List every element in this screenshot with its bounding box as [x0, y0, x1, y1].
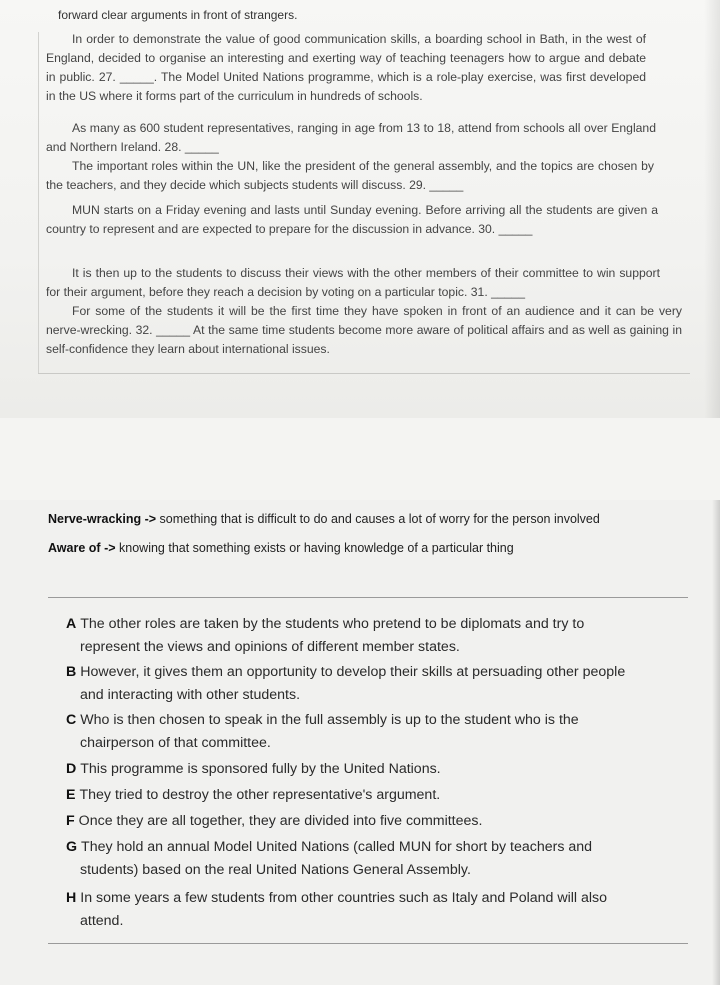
vocab-definition: something that is difficult to do and causes a lot of worry for the person involved — [159, 512, 600, 526]
option-letter: G — [66, 839, 78, 855]
option-text-continued: attend. — [80, 913, 124, 929]
paragraph-text: For some of the students it will be the first time they have spoken in front of an audience and it can be very nerve-wrecking. 32. _____ At the same time students become more aware of political affairs and as well as gaining in self-confidence they learn about international issues. — [46, 304, 682, 356]
divider-line — [38, 373, 690, 374]
option-text: The other roles are taken by the students who pretend to be diplomats and try to — [80, 616, 585, 632]
vocab-term: Aware of — [48, 541, 101, 555]
option-letter: D — [66, 761, 77, 777]
option-text: In some years a few students from other countries such as Italy and Poland will also — [80, 890, 608, 906]
vocab-definition: knowing that something exists or having knowledge of a particular thing — [119, 541, 514, 555]
option-text: They tried to destroy the other representative's argument. — [79, 787, 441, 803]
vocab-arrow: -> — [144, 512, 157, 526]
vocab-entry-nerve-wracking — [48, 512, 600, 526]
option-a — [66, 613, 656, 659]
option-text-continued: represent the views and opinions of different member states. — [80, 639, 460, 655]
paragraph-6 — [46, 302, 682, 359]
option-d — [66, 758, 656, 781]
paragraph-1 — [46, 30, 646, 106]
option-letter: C — [66, 712, 77, 728]
option-g — [66, 836, 656, 882]
option-letter: E — [66, 787, 76, 803]
paragraph-text: In order to demonstrate the value of good communication skills, a boarding school in Bath, in the west of England, decided to organise an interesting and exerting way of teaching teenagers how to argue and debate in public. 27. _____. The Model United Nations programme, which is a role-play exercise, was first developed in the US where it forms part of the curriculum in hundreds of schools. — [46, 32, 646, 103]
photo-gap — [0, 418, 720, 500]
paragraph-text: The important roles within the UN, like the president of the general assembly, and the topics are chosen by the teachers, and they decide which subjects students will discuss. 29. _____ — [46, 159, 654, 192]
paragraph-3 — [46, 157, 654, 195]
intro-line: forward clear arguments in front of strangers. — [58, 8, 298, 22]
vocab-entry-aware-of — [48, 541, 514, 555]
vocab-term: Nerve-wracking — [48, 512, 142, 526]
option-text: This programme is sponsored fully by the United Nations. — [80, 761, 441, 777]
option-text-continued: students) based on the real United Nations General Assembly. — [80, 862, 471, 878]
box-left-border — [38, 32, 39, 374]
paragraph-5 — [46, 264, 660, 302]
option-letter: F — [66, 813, 75, 829]
option-letter: A — [66, 616, 77, 632]
option-b — [66, 661, 656, 707]
option-letter: H — [66, 890, 77, 906]
paragraph-text: MUN starts on a Friday evening and lasts until Sunday evening. Before arriving all the students are given a country to represent and are expected to prepare for the discussion in advance. 30. _____ — [46, 203, 658, 236]
option-text: However, it gives them an opportunity to develop their skills at persuading other people — [80, 664, 626, 680]
option-c — [66, 709, 656, 755]
paragraph-4 — [46, 201, 658, 239]
option-text-continued: chairperson of that committee. — [80, 735, 271, 751]
option-letter: B — [66, 664, 77, 680]
option-text-continued: and interacting with other students. — [80, 687, 301, 703]
option-e — [66, 784, 656, 807]
option-text: Once they are all together, they are divided into five committees. — [78, 813, 483, 829]
option-f — [66, 810, 656, 833]
option-text: They hold an annual Model United Nations (called MUN for short by teachers and — [81, 839, 593, 855]
paragraph-2 — [46, 119, 656, 157]
paragraph-text: As many as 600 student representatives, ranging in age from 13 to 18, attend from schools all over England and Northern Ireland. 28. _____ — [46, 121, 656, 154]
option-h — [66, 887, 656, 933]
vocab-arrow: -> — [104, 541, 116, 555]
paragraph-text: It is then up to the students to discuss their views with the other members of their committee to win support for their argument, before they reach a decision by voting on a particular topic. 31. _____ — [46, 266, 660, 299]
top-page-photo — [0, 0, 720, 418]
option-text: Who is then chosen to speak in the full assembly is up to the student who is the — [80, 712, 579, 728]
